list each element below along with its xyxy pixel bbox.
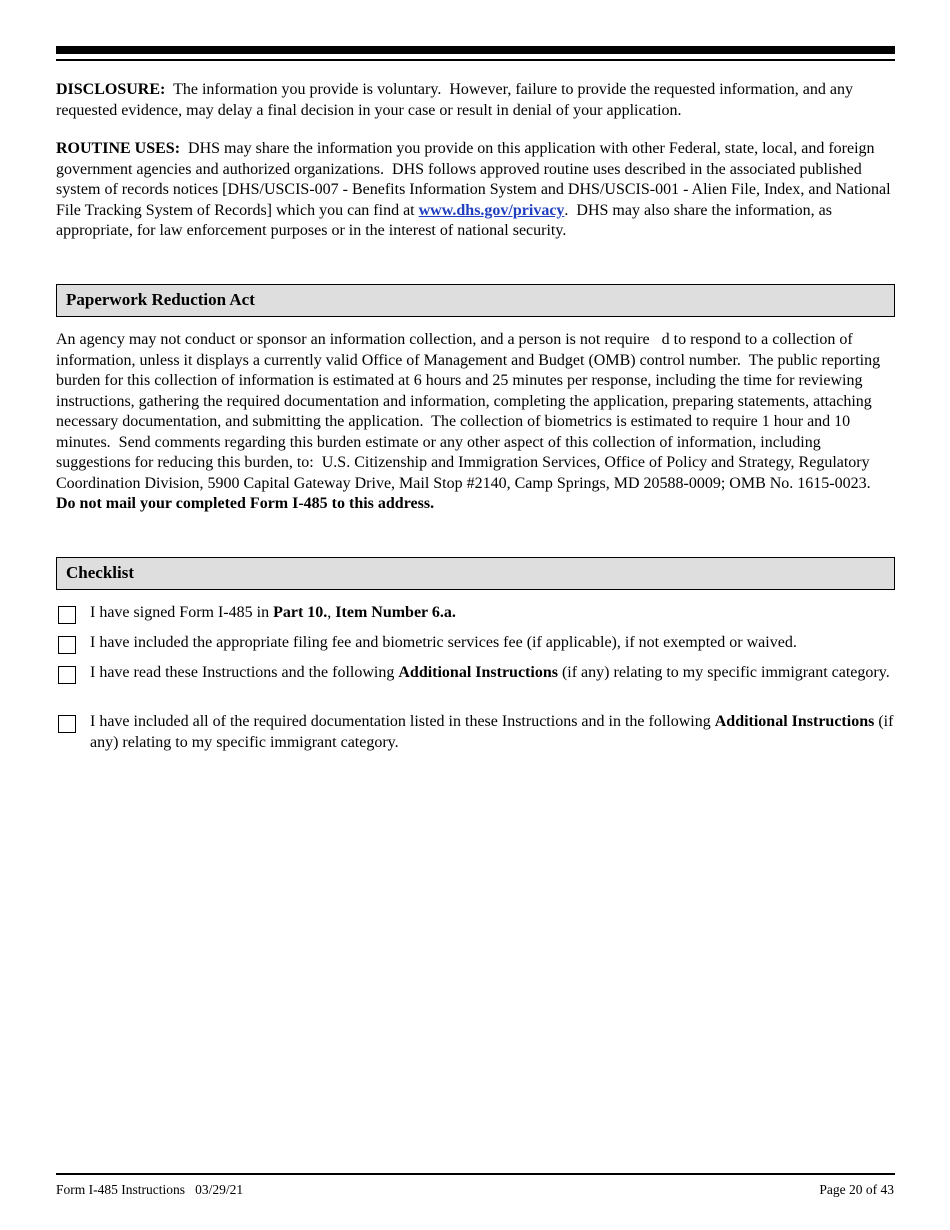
item-text-part: I have read these Instructions and the following	[90, 664, 399, 681]
paperwork-heading: Paperwork Reduction Act	[66, 290, 255, 309]
checklist-item-text	[90, 663, 895, 684]
footer-page-number: Page 20 of 43	[819, 1182, 894, 1197]
paperwork-text: An agency may not conduct or sponsor an information collection, and a person is not require d to respond to a collection of information, unless it displays a currently valid Office of Management and Budget (OMB) control number. The public reporting burden for this collection of information is estimated at 6 hours and 25 minutes per response, including the time for reviewing instructions, gathering the required documentation and information, completing the application, preparing statements, attaching necessary documentation, and submitting the application. The collection of biometrics is estimated to require 1 hour and 10 minutes. Send comments regarding this burden estimate or any other aspect of this collection of information, including suggestions for reducing this burden, to: U.S. Citizenship and Immigration Services, Office of Policy and Strategy, Regulatory Coordination Division, 5900 Capital Gateway Drive, Mail Stop #2140, Camp Springs, MD 20588-0009; OMB No. 1615-0023.	[56, 331, 885, 492]
top-rule-thin	[56, 59, 895, 61]
top-rule-thick	[56, 46, 895, 54]
item-bold-part: Additional Instructions	[714, 713, 875, 730]
paperwork-heading-bar	[56, 284, 895, 317]
privacy-link[interactable]: www.dhs.gov/privacy	[418, 201, 565, 219]
checklist-heading: Checklist	[66, 563, 134, 582]
checklist-item-text	[90, 633, 895, 654]
routine-uses-text-end: . DHS may also share the information, as appropriate, for law enforcement purposes or in the interest of national security.	[56, 201, 836, 239]
item-bold-part: Additional Instructions	[398, 664, 558, 681]
item-text-part: I have signed Form I-485 in	[90, 604, 274, 621]
paperwork-paragraph	[56, 330, 895, 515]
checkbox-read-instructions[interactable]	[58, 666, 76, 684]
item-bold-part: Item Number 6.a.	[335, 604, 456, 621]
disclosure-text: The information you provide is voluntary. However, failure to provide the requested information, and any requested evidence, may delay a final decision in your case or result in denial of your application.	[56, 81, 857, 119]
disclosure-paragraph	[56, 80, 895, 121]
item-bold-part: Part 10.	[273, 604, 328, 621]
footer-rule	[56, 1173, 895, 1175]
item-text-part: I have included the appropriate filing fee and biometric services fee (if applicable), if not exempted or waived.	[90, 634, 797, 651]
disclosure-label: DISCLOSURE:	[56, 81, 166, 98]
checklist-item-text	[90, 603, 895, 624]
routine-uses-text: DHS may share the information you provide on this application with other Federal, state, local, and foreign government agencies and authorized organizations. DHS follows approved routine uses described in the associated published system of records notices [DHS/USCIS-007 - Benefits Information System and DHS/USCIS-001 - Alien File, Index, and National File Tracking System of Records] which you can find at	[56, 140, 895, 219]
checklist-heading-bar	[56, 557, 895, 590]
checkbox-fee[interactable]	[58, 636, 76, 654]
checkbox-documentation[interactable]	[58, 715, 76, 733]
item-text-part: (if any) relating to my specific immigrant category.	[557, 664, 890, 681]
checkbox-signed[interactable]	[58, 606, 76, 624]
routine-uses-paragraph	[56, 139, 895, 242]
item-text-part: I have included all of the required documentation listed in these Instructions and in the following	[90, 713, 715, 730]
paperwork-bold-text: Do not mail your completed Form I-485 to this address.	[56, 495, 435, 512]
item-text-part: ,	[327, 604, 336, 621]
routine-uses-label: ROUTINE USES:	[56, 140, 181, 157]
item-text-part: (if any) relating to my specific immigrant category.	[90, 713, 898, 751]
checklist-item-text	[90, 712, 898, 753]
footer-form-info: Form I-485 Instructions 03/29/21	[56, 1182, 244, 1197]
